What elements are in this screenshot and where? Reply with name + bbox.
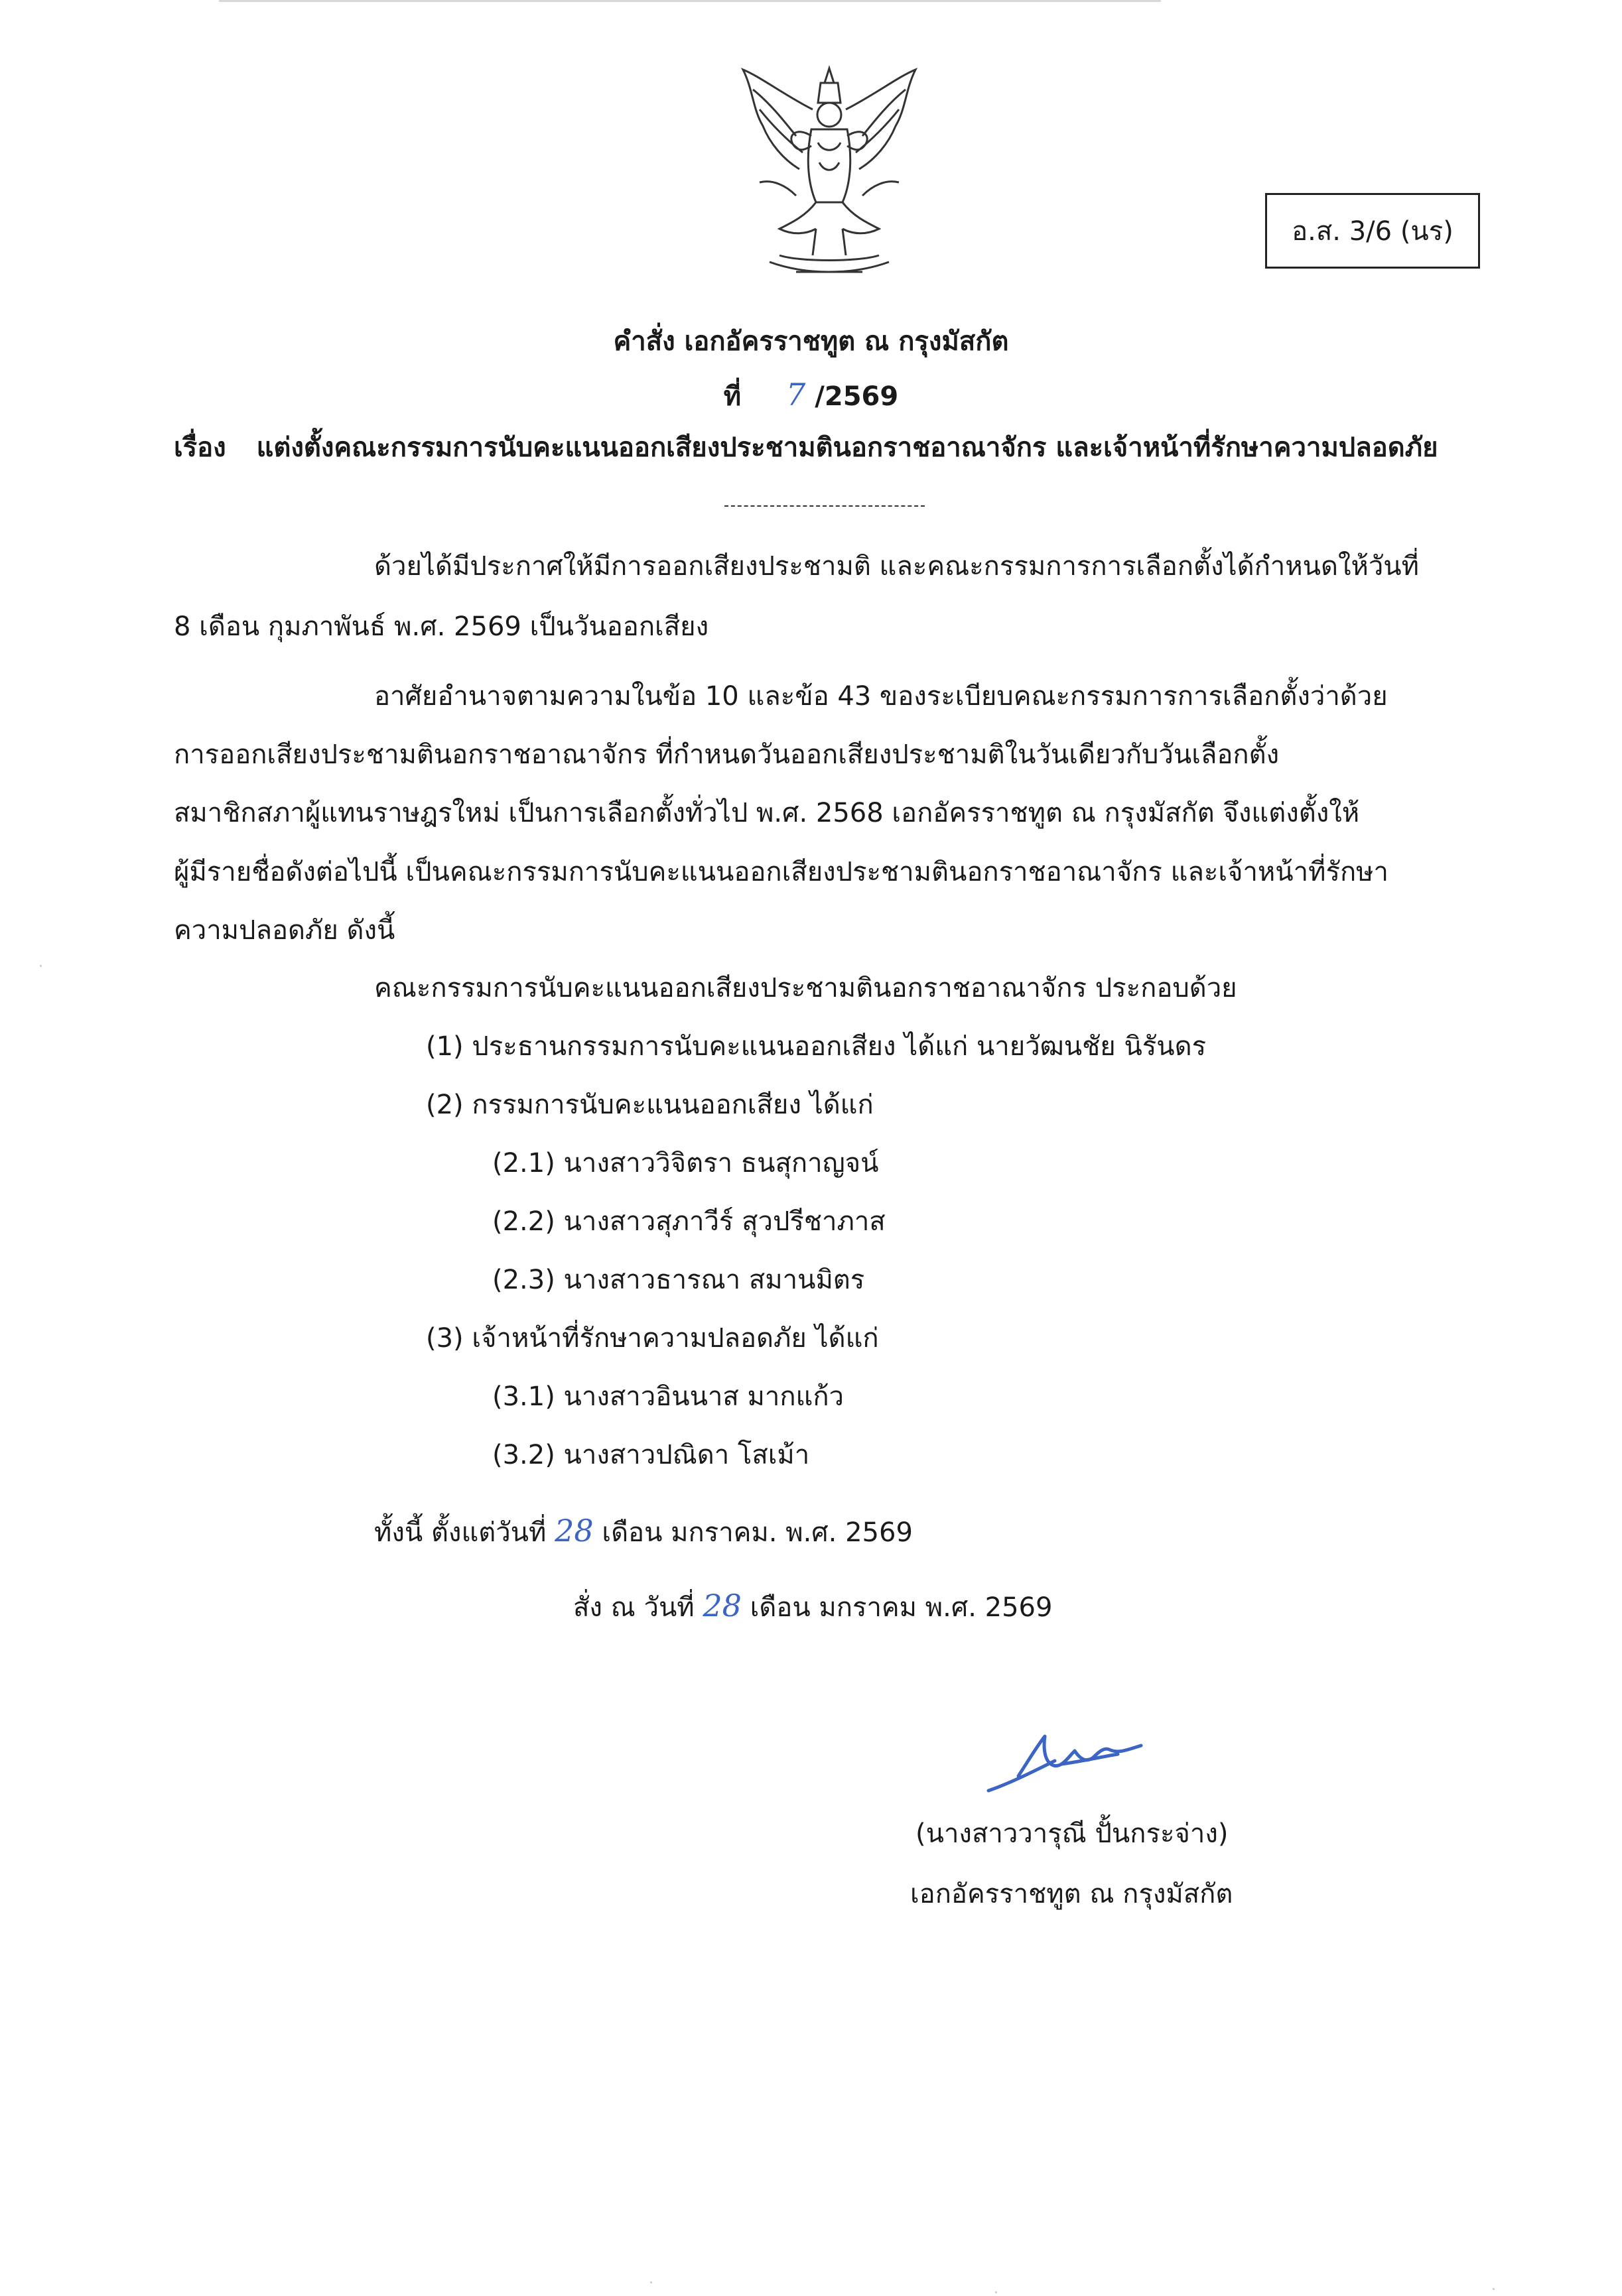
scan-speck	[995, 2291, 997, 2293]
signer-name: (นางสาววารุณี ปั้นกระจ่าง)	[915, 1818, 1229, 1849]
order-number-prefix: ที่	[723, 381, 742, 412]
effective-date-prefix: ทั้งนี้ ตั้งแต่วันที่	[374, 1517, 547, 1548]
para1-line-1: ด้วยได้มีประกาศให้มีการออกเสียงประชามติ และคณะกรรมการการเลือกตั้งได้กำหนดให้วันที่	[374, 551, 1420, 582]
para2-line-5: ความปลอดภัย ดังนี้	[174, 915, 395, 946]
para1-line-2: 8 เดือน กุมภาพันธ์ พ.ศ. 2569 เป็นวันออกเสียง	[174, 611, 709, 642]
signer-position: เอกอัครราชทูต ณ กรุงมัสกัต	[910, 1879, 1233, 1909]
form-code-box	[1265, 193, 1480, 269]
effective-date-line	[374, 1513, 913, 1549]
effective-day-handwritten: 28	[555, 1513, 594, 1549]
scan-edge	[219, 0, 1161, 2]
committee-intro: คณะกรรมการนับคะแนนออกเสียงประชามตินอกราชอาณาจักร ประกอบด้วย	[374, 973, 1237, 1003]
list-item: (3.2) นางสาวปณิดา โสเม้า	[492, 1440, 810, 1470]
para2-line-1: อาศัยอำนาจตามความในข้อ 10 และข้อ 43 ของระเบียบคณะกรรมการการเลือกตั้งว่าด้วย	[374, 681, 1388, 712]
scan-speck	[40, 965, 42, 967]
order-title: คำสั่ง เอกอัครราชทูต ณ กรุงมัสกัต	[613, 326, 1009, 357]
order-date-line	[573, 1588, 1053, 1624]
separator-line	[724, 505, 925, 507]
scan-speck	[1493, 2288, 1495, 2290]
effective-date-suffix: เดือน มกราคม. พ.ศ. 2569	[602, 1517, 913, 1548]
handwritten-signature	[982, 1724, 1174, 1797]
list-item: (2.2) นางสาวสุภาวีร์ สุวปรีชาภาส	[492, 1206, 886, 1237]
subject-label: เรื่อง	[174, 432, 226, 463]
subject-text: แต่งตั้งคณะกรรมการนับคะแนนออกเสียงประชามตินอกราชอาณาจักร และเจ้าหน้าที่รักษาความปลอดภัย	[256, 432, 1438, 463]
order-number-suffix: /2569	[815, 381, 899, 412]
garuda-emblem-icon	[733, 63, 925, 282]
list-item: (2.3) นางสาวธารณา สมานมิตร	[492, 1265, 865, 1295]
order-number-handwritten: 7	[786, 377, 806, 413]
subject-line	[174, 434, 1438, 461]
list-item: (3.1) นางสาวอินนาส มากแก้ว	[492, 1381, 845, 1412]
order-number	[0, 375, 1622, 417]
scan-speck	[650, 2281, 652, 2283]
para2-line-4: ผู้มีรายชื่อดังต่อไปนี้ เป็นคณะกรรมการนับคะแนนออกเสียงประชามตินอกราชอาณาจักร และเจ้าหน้าที่รักษา	[174, 857, 1388, 887]
order-day-handwritten: 28	[703, 1588, 742, 1624]
list-item: (2.1) นางสาววิจิตรา ธนสุกาญจน์	[492, 1148, 879, 1179]
list-item: (3) เจ้าหน้าที่รักษาความปลอดภัย ได้แก่	[426, 1323, 879, 1354]
para2-line-2: การออกเสียงประชามตินอกราชอาณาจักร ที่กำหนดวันออกเสียงประชามติในวันเดียวกับวันเลือกตั้ง	[174, 739, 1280, 770]
para2-line-3: สมาชิกสภาผู้แทนราษฎรใหม่ เป็นการเลือกตั้งทั่วไป พ.ศ. 2568 เอกอัครราชทูต ณ กรุงมัสกัต จึงแต่งตั้งให้	[174, 798, 1360, 828]
list-item: (1) ประธานกรรมการนับคะแนนออกเสียง ได้แก่ นายวัฒนชัย นิรันดร	[426, 1031, 1207, 1062]
order-date-prefix: สั่ง ณ วันที่	[573, 1592, 695, 1623]
order-date-suffix: เดือน มกราคม พ.ศ. 2569	[750, 1592, 1053, 1623]
list-item: (2) กรรมการนับคะแนนออกเสียง ได้แก่	[426, 1090, 874, 1120]
form-code: อ.ส. 3/6 (นร)	[1292, 216, 1453, 247]
